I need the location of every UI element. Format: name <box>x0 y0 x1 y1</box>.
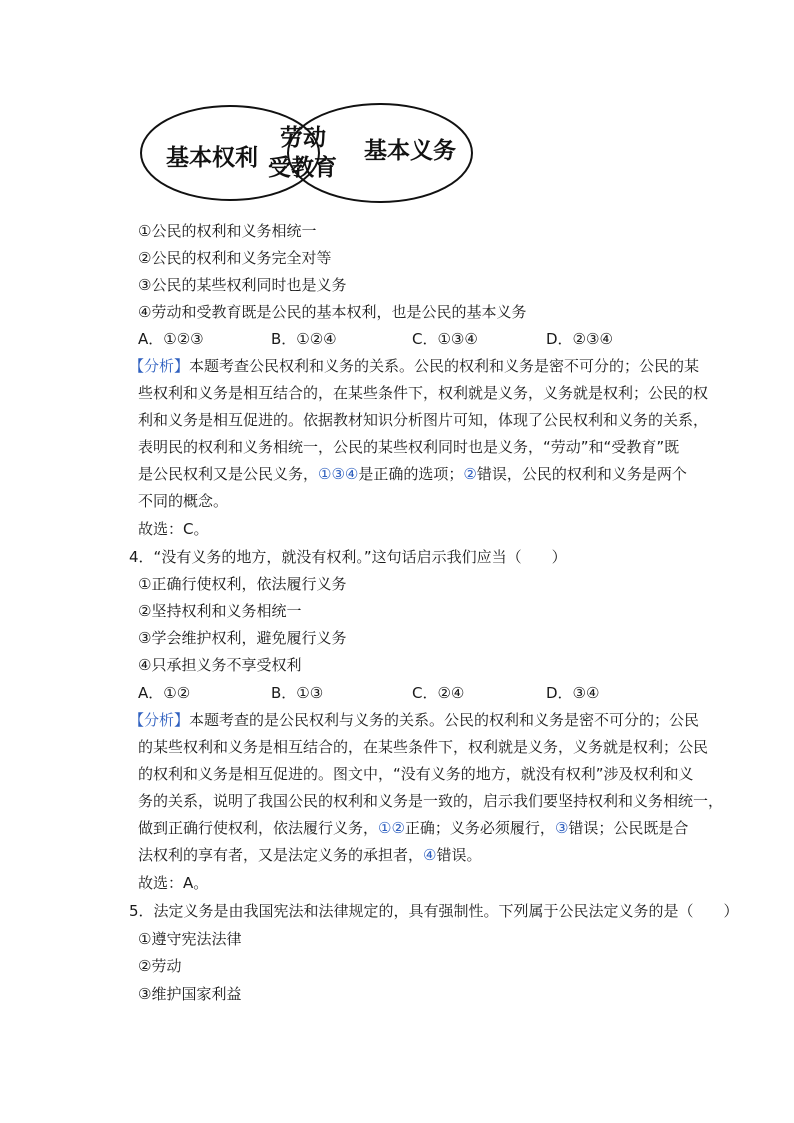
q4-analysis-line-6: 法权利的享有者，又是法定义务的承担者，④错误。 <box>138 846 482 864</box>
q4-analysis-line-4: 务的关系，说明了我国公民的权利和义务是一致的，启示我们要坚持权利和义务相统一， <box>138 792 724 810</box>
venn-svg <box>138 98 478 204</box>
q4-analysis-label: 【分析】 <box>129 711 190 729</box>
q3-statement-4: ④劳动和受教育既是公民的基本权利，也是公民的基本义务 <box>138 303 527 321</box>
q4-stem: 4．“没有义务的地方，就没有权利。”这句话启示我们应当（ ） <box>129 548 567 566</box>
q5-statement-3: ③维护国家利益 <box>138 985 242 1003</box>
q4-option-a: A．①② <box>138 684 191 702</box>
q3-analysis-line-4: 表明民的权利和义务相统一，公民的某些权利同时也是义务，“劳动”和“受教育”既 <box>138 438 680 456</box>
q4-analysis-line-1: 【分析】本题考查的是公民权利与义务的关系。公民的权利和义务是密不可分的；公民 <box>129 711 700 729</box>
q4-statement-2: ②坚持权利和义务相统一 <box>138 602 302 620</box>
q4-statement-4: ④只承担义务不享受权利 <box>138 656 302 674</box>
q4-statement-3: ③学会维护权利，避免履行义务 <box>138 629 347 647</box>
q5-number: 5． <box>129 902 154 920</box>
q4-option-b: B．①③ <box>271 684 324 702</box>
q3-analysis-line-2: 些权利和义务是相互结合的，在某些条件下，权利就是义务，义务就是权利；公民的权 <box>138 384 709 402</box>
venn-left-label: 基本权利 <box>166 144 258 171</box>
q3-analysis-line-1: 【分析】本题考查公民权利和义务的关系。公民的权利和义务是密不可分的；公民的某 <box>129 357 700 375</box>
q3-answer: 故选：C。 <box>138 520 209 538</box>
venn-diagram <box>138 98 478 204</box>
venn-center-bottom-label: 受教育 <box>268 154 337 181</box>
q4-answer: 故选：A。 <box>138 874 209 892</box>
q3-option-b: B．①②④ <box>271 330 337 348</box>
q3-statement-1: ①公民的权利和义务相统一 <box>138 222 317 240</box>
q3-option-a: A．①②③ <box>138 330 204 348</box>
q4-option-d: D．③④ <box>546 684 600 702</box>
q4-analysis-line-2: 的某些权利和义务是相互结合的，在某些条件下，权利就是义务，义务就是权利；公民 <box>138 738 709 756</box>
q5-statement-1: ①遵守宪法法律 <box>138 930 242 948</box>
q4-analysis-line-3: 的权利和义务是相互促进的。图文中，“没有义务的地方，就没有权利”涉及权利和义 <box>138 765 694 783</box>
q5-stem: 5．法定义务是由我国宪法和法律规定的，具有强制性。下列属于公民法定义务的是（ ） <box>129 902 739 920</box>
q3-analysis-label: 【分析】 <box>129 357 190 375</box>
q3-analysis-line-6: 不同的概念。 <box>138 492 229 510</box>
venn-right-label: 基本义务 <box>364 137 456 164</box>
q3-statement-2: ②公民的权利和义务完全对等 <box>138 249 332 267</box>
venn-center-top-label: 劳动 <box>280 124 326 151</box>
q5-statement-2: ②劳动 <box>138 957 182 975</box>
q4-number: 4． <box>129 548 154 566</box>
q4-statement-1: ①正确行使权利，依法履行义务 <box>138 575 347 593</box>
q3-option-d: D．②③④ <box>546 330 613 348</box>
q3-analysis-line-5: 是公民权利又是公民义务，①③④是正确的选项；②错误，公民的权利和义务是两个 <box>138 465 687 483</box>
q4-analysis-line-5: 做到正确行使权利，依法履行义务，①②正确；义务必须履行，③错误；公民既是合 <box>138 819 689 837</box>
q4-option-c: C．②④ <box>412 684 465 702</box>
q3-option-c: C．①③④ <box>412 330 478 348</box>
q3-analysis-line-3: 利和义务是相互促进的。依据教材知识分析图片可知，体现了公民权利和义务的关系， <box>138 411 709 429</box>
q3-statement-3: ③公民的某些权利同时也是义务 <box>138 276 347 294</box>
